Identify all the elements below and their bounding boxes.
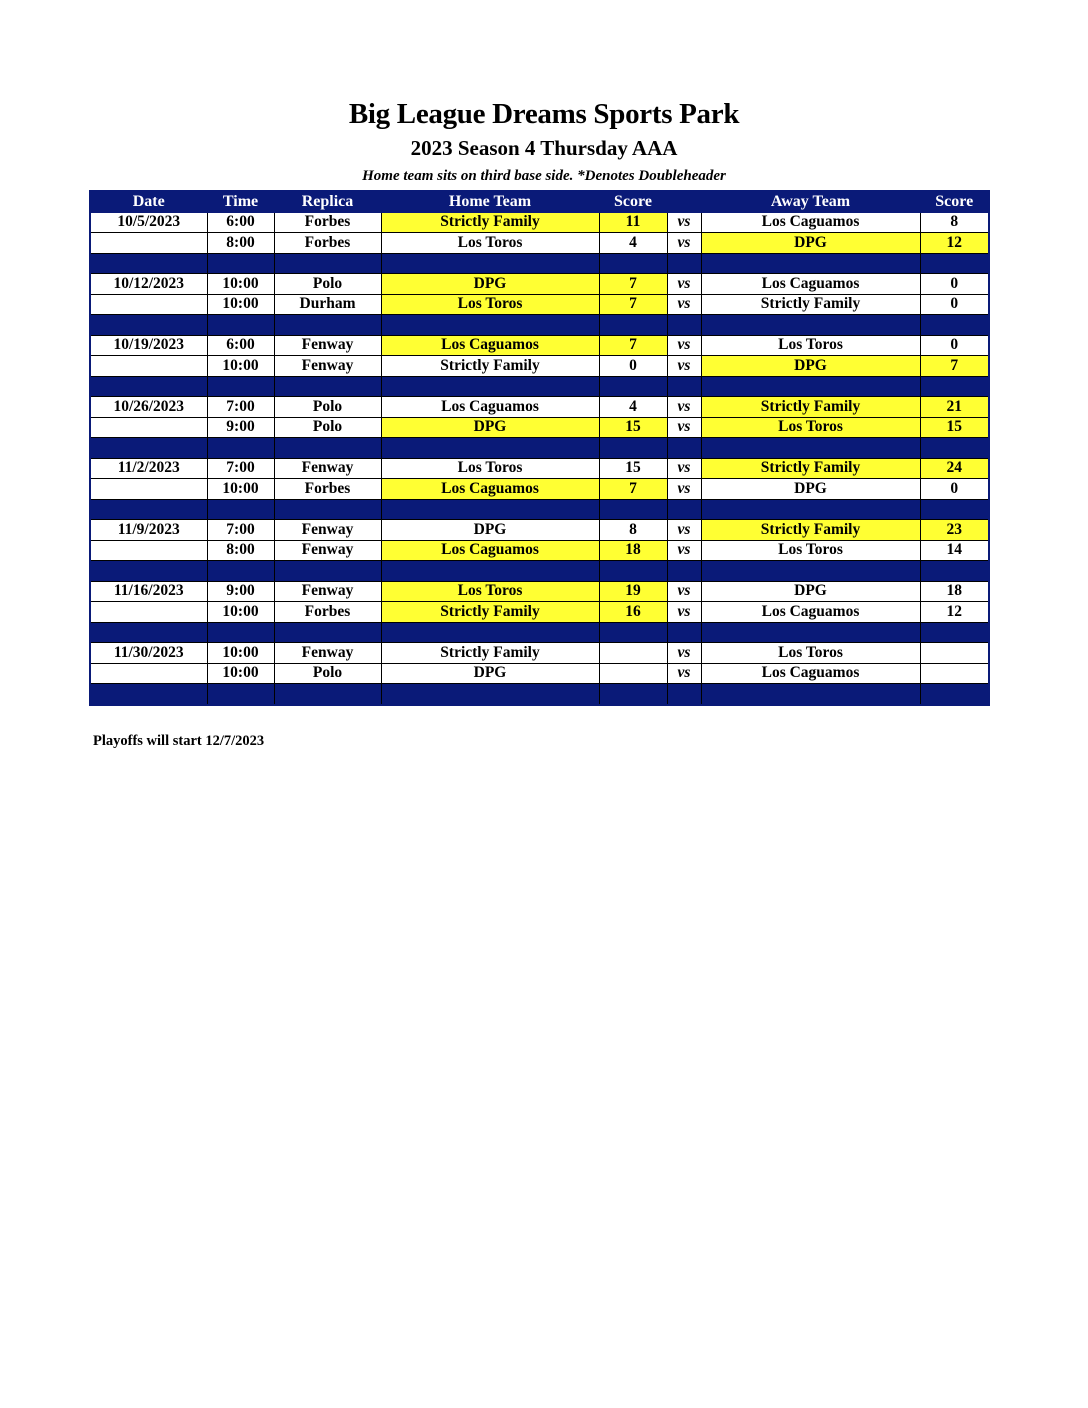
time-cell: 7:00 <box>207 458 274 479</box>
separator-cell <box>274 253 381 274</box>
separator-cell <box>381 499 599 520</box>
home-score-cell: 15 <box>599 417 667 438</box>
header-away-team: Away Team <box>701 191 920 212</box>
vs-cell: vs <box>667 274 701 295</box>
separator-cell <box>599 561 667 582</box>
away-score-cell <box>920 663 989 684</box>
home-team-cell: Strictly Family <box>381 643 599 664</box>
away-team-cell: Los Caguamos <box>701 212 920 233</box>
separator-row <box>90 315 989 336</box>
separator-row <box>90 684 989 705</box>
date-cell <box>90 663 207 684</box>
separator-cell <box>667 622 701 643</box>
away-score-cell: 0 <box>920 335 989 356</box>
table-row <box>90 233 989 254</box>
header-time: Time <box>207 191 274 212</box>
vs-cell: vs <box>667 294 701 315</box>
away-score-cell: 8 <box>920 212 989 233</box>
date-cell <box>90 602 207 623</box>
home-score-cell: 11 <box>599 212 667 233</box>
separator-cell <box>599 253 667 274</box>
separator-cell <box>701 684 920 705</box>
time-cell: 10:00 <box>207 602 274 623</box>
table-row <box>90 663 989 684</box>
home-team-cell: Los Caguamos <box>381 479 599 500</box>
vs-cell: vs <box>667 397 701 418</box>
date-cell: 11/2/2023 <box>90 458 207 479</box>
time-cell: 7:00 <box>207 397 274 418</box>
away-team-cell: Los Toros <box>701 643 920 664</box>
separator-cell <box>90 622 207 643</box>
separator-cell <box>274 315 381 336</box>
separator-cell <box>381 684 599 705</box>
separator-cell <box>701 315 920 336</box>
replica-cell: Forbes <box>274 602 381 623</box>
replica-cell: Forbes <box>274 212 381 233</box>
away-score-cell: 12 <box>920 233 989 254</box>
header-away-score: Score <box>920 191 989 212</box>
separator-cell <box>274 499 381 520</box>
time-cell: 6:00 <box>207 335 274 356</box>
separator-cell <box>920 561 989 582</box>
separator-cell <box>599 499 667 520</box>
separator-cell <box>599 438 667 459</box>
home-score-cell: 18 <box>599 540 667 561</box>
separator-row <box>90 622 989 643</box>
home-team-cell: Strictly Family <box>381 356 599 377</box>
away-score-cell: 21 <box>920 397 989 418</box>
table-row <box>90 520 989 541</box>
separator-cell <box>701 438 920 459</box>
home-team-cell: Strictly Family <box>381 602 599 623</box>
schedule-table <box>89 190 990 706</box>
separator-cell <box>920 684 989 705</box>
home-score-cell: 7 <box>599 335 667 356</box>
time-cell: 9:00 <box>207 417 274 438</box>
separator-cell <box>90 315 207 336</box>
separator-cell <box>274 376 381 397</box>
home-team-cell: Strictly Family <box>381 212 599 233</box>
table-row <box>90 294 989 315</box>
date-cell: 11/30/2023 <box>90 643 207 664</box>
time-cell: 6:00 <box>207 212 274 233</box>
table-row <box>90 417 989 438</box>
table-row <box>90 643 989 664</box>
separator-cell <box>667 315 701 336</box>
separator-cell <box>90 561 207 582</box>
separator-cell <box>599 315 667 336</box>
away-team-cell: Los Caguamos <box>701 602 920 623</box>
separator-cell <box>207 438 274 459</box>
table-row <box>90 356 989 377</box>
home-team-cell: Los Caguamos <box>381 540 599 561</box>
replica-cell: Fenway <box>274 335 381 356</box>
header-date: Date <box>90 191 207 212</box>
away-team-cell: Strictly Family <box>701 520 920 541</box>
separator-cell <box>381 315 599 336</box>
separator-row <box>90 438 989 459</box>
separator-cell <box>90 684 207 705</box>
playoffs-note: Playoffs will start 12/7/2023 <box>93 733 265 749</box>
replica-cell: Fenway <box>274 581 381 602</box>
separator-cell <box>381 438 599 459</box>
away-score-cell: 0 <box>920 294 989 315</box>
vs-cell: vs <box>667 233 701 254</box>
separator-cell <box>667 376 701 397</box>
separator-row <box>90 561 989 582</box>
replica-cell: Polo <box>274 663 381 684</box>
time-cell: 9:00 <box>207 581 274 602</box>
schedule-note: Home team sits on third base side. *Denotes Doubleheader <box>362 168 726 184</box>
separator-cell <box>667 438 701 459</box>
home-team-cell: DPG <box>381 417 599 438</box>
separator-cell <box>667 684 701 705</box>
away-team-cell: Strictly Family <box>701 397 920 418</box>
home-score-cell: 19 <box>599 581 667 602</box>
away-score-cell <box>920 643 989 664</box>
separator-cell <box>701 253 920 274</box>
replica-cell: Fenway <box>274 356 381 377</box>
table-row <box>90 335 989 356</box>
separator-cell <box>667 253 701 274</box>
vs-cell: vs <box>667 356 701 377</box>
separator-cell <box>207 376 274 397</box>
home-score-cell: 4 <box>599 397 667 418</box>
separator-cell <box>207 684 274 705</box>
date-cell <box>90 417 207 438</box>
table-header-row <box>90 191 989 212</box>
home-team-cell: Los Caguamos <box>381 397 599 418</box>
separator-row <box>90 499 989 520</box>
separator-cell <box>599 376 667 397</box>
table-row <box>90 479 989 500</box>
separator-cell <box>599 622 667 643</box>
replica-cell: Forbes <box>274 479 381 500</box>
home-team-cell: Los Toros <box>381 458 599 479</box>
table-row <box>90 212 989 233</box>
away-team-cell: Strictly Family <box>701 458 920 479</box>
away-score-cell: 23 <box>920 520 989 541</box>
away-team-cell: DPG <box>701 479 920 500</box>
away-team-cell: Los Toros <box>701 335 920 356</box>
vs-cell: vs <box>667 581 701 602</box>
vs-cell: vs <box>667 212 701 233</box>
home-score-cell: 7 <box>599 274 667 295</box>
home-team-cell: DPG <box>381 520 599 541</box>
separator-cell <box>920 376 989 397</box>
separator-cell <box>667 561 701 582</box>
home-team-cell: Los Caguamos <box>381 335 599 356</box>
date-cell: 10/12/2023 <box>90 274 207 295</box>
home-score-cell: 7 <box>599 479 667 500</box>
separator-cell <box>207 561 274 582</box>
date-cell <box>90 540 207 561</box>
time-cell: 8:00 <box>207 540 274 561</box>
table-row <box>90 397 989 418</box>
separator-cell <box>667 499 701 520</box>
time-cell: 10:00 <box>207 663 274 684</box>
replica-cell: Durham <box>274 294 381 315</box>
date-cell: 11/9/2023 <box>90 520 207 541</box>
away-score-cell: 0 <box>920 274 989 295</box>
header-replica: Replica <box>274 191 381 212</box>
home-score-cell <box>599 643 667 664</box>
home-team-cell: Los Toros <box>381 233 599 254</box>
table-row <box>90 458 989 479</box>
away-team-cell: DPG <box>701 581 920 602</box>
away-score-cell: 0 <box>920 479 989 500</box>
time-cell: 10:00 <box>207 356 274 377</box>
separator-cell <box>90 253 207 274</box>
separator-cell <box>207 315 274 336</box>
time-cell: 7:00 <box>207 520 274 541</box>
vs-cell: vs <box>667 602 701 623</box>
header-vs <box>667 191 701 212</box>
away-score-cell: 12 <box>920 602 989 623</box>
separator-cell <box>274 622 381 643</box>
replica-cell: Fenway <box>274 540 381 561</box>
date-cell: 10/26/2023 <box>90 397 207 418</box>
separator-cell <box>701 376 920 397</box>
page-title: Big League Dreams Sports Park <box>348 98 740 130</box>
date-cell: 10/5/2023 <box>90 212 207 233</box>
separator-cell <box>90 499 207 520</box>
date-cell <box>90 356 207 377</box>
vs-cell: vs <box>667 479 701 500</box>
home-score-cell: 4 <box>599 233 667 254</box>
replica-cell: Polo <box>274 417 381 438</box>
separator-cell <box>274 561 381 582</box>
vs-cell: vs <box>667 540 701 561</box>
table-row <box>90 602 989 623</box>
replica-cell: Polo <box>274 397 381 418</box>
separator-row <box>90 376 989 397</box>
home-score-cell: 15 <box>599 458 667 479</box>
separator-cell <box>920 315 989 336</box>
away-team-cell: Los Caguamos <box>701 663 920 684</box>
away-score-cell: 24 <box>920 458 989 479</box>
separator-cell <box>381 622 599 643</box>
time-cell: 10:00 <box>207 294 274 315</box>
vs-cell: vs <box>667 458 701 479</box>
date-cell: 10/19/2023 <box>90 335 207 356</box>
home-team-cell: DPG <box>381 663 599 684</box>
separator-cell <box>599 684 667 705</box>
home-team-cell: DPG <box>381 274 599 295</box>
time-cell: 10:00 <box>207 274 274 295</box>
replica-cell: Fenway <box>274 643 381 664</box>
date-cell: 11/16/2023 <box>90 581 207 602</box>
separator-cell <box>701 499 920 520</box>
vs-cell: vs <box>667 335 701 356</box>
vs-cell: vs <box>667 417 701 438</box>
separator-cell <box>90 438 207 459</box>
header-home-team: Home Team <box>381 191 599 212</box>
separator-cell <box>381 561 599 582</box>
date-cell <box>90 233 207 254</box>
table-row <box>90 274 989 295</box>
away-score-cell: 15 <box>920 417 989 438</box>
away-team-cell: DPG <box>701 356 920 377</box>
replica-cell: Fenway <box>274 458 381 479</box>
header-home-score: Score <box>599 191 667 212</box>
away-team-cell: Los Toros <box>701 417 920 438</box>
home-score-cell: 8 <box>599 520 667 541</box>
time-cell: 10:00 <box>207 479 274 500</box>
table-row <box>90 581 989 602</box>
separator-cell <box>701 622 920 643</box>
time-cell: 8:00 <box>207 233 274 254</box>
separator-cell <box>207 622 274 643</box>
replica-cell: Fenway <box>274 520 381 541</box>
home-team-cell: Los Toros <box>381 294 599 315</box>
separator-cell <box>920 253 989 274</box>
away-score-cell: 7 <box>920 356 989 377</box>
separator-cell <box>90 376 207 397</box>
page-subtitle: 2023 Season 4 Thursday AAA <box>410 136 678 160</box>
separator-cell <box>207 499 274 520</box>
away-team-cell: Los Toros <box>701 540 920 561</box>
away-score-cell: 18 <box>920 581 989 602</box>
separator-cell <box>920 499 989 520</box>
home-team-cell: Los Toros <box>381 581 599 602</box>
table-row <box>90 540 989 561</box>
home-score-cell: 16 <box>599 602 667 623</box>
schedule-body <box>90 212 989 705</box>
home-score-cell: 7 <box>599 294 667 315</box>
separator-cell <box>920 438 989 459</box>
separator-cell <box>274 684 381 705</box>
home-score-cell <box>599 663 667 684</box>
away-team-cell: Los Caguamos <box>701 274 920 295</box>
away-team-cell: DPG <box>701 233 920 254</box>
separator-cell <box>381 376 599 397</box>
time-cell: 10:00 <box>207 643 274 664</box>
away-score-cell: 14 <box>920 540 989 561</box>
separator-cell <box>920 622 989 643</box>
date-cell <box>90 479 207 500</box>
vs-cell: vs <box>667 663 701 684</box>
separator-cell <box>207 253 274 274</box>
vs-cell: vs <box>667 643 701 664</box>
replica-cell: Polo <box>274 274 381 295</box>
replica-cell: Forbes <box>274 233 381 254</box>
vs-cell: vs <box>667 520 701 541</box>
separator-cell <box>274 438 381 459</box>
away-team-cell: Strictly Family <box>701 294 920 315</box>
separator-cell <box>381 253 599 274</box>
separator-row <box>90 253 989 274</box>
separator-cell <box>701 561 920 582</box>
date-cell <box>90 294 207 315</box>
home-score-cell: 0 <box>599 356 667 377</box>
